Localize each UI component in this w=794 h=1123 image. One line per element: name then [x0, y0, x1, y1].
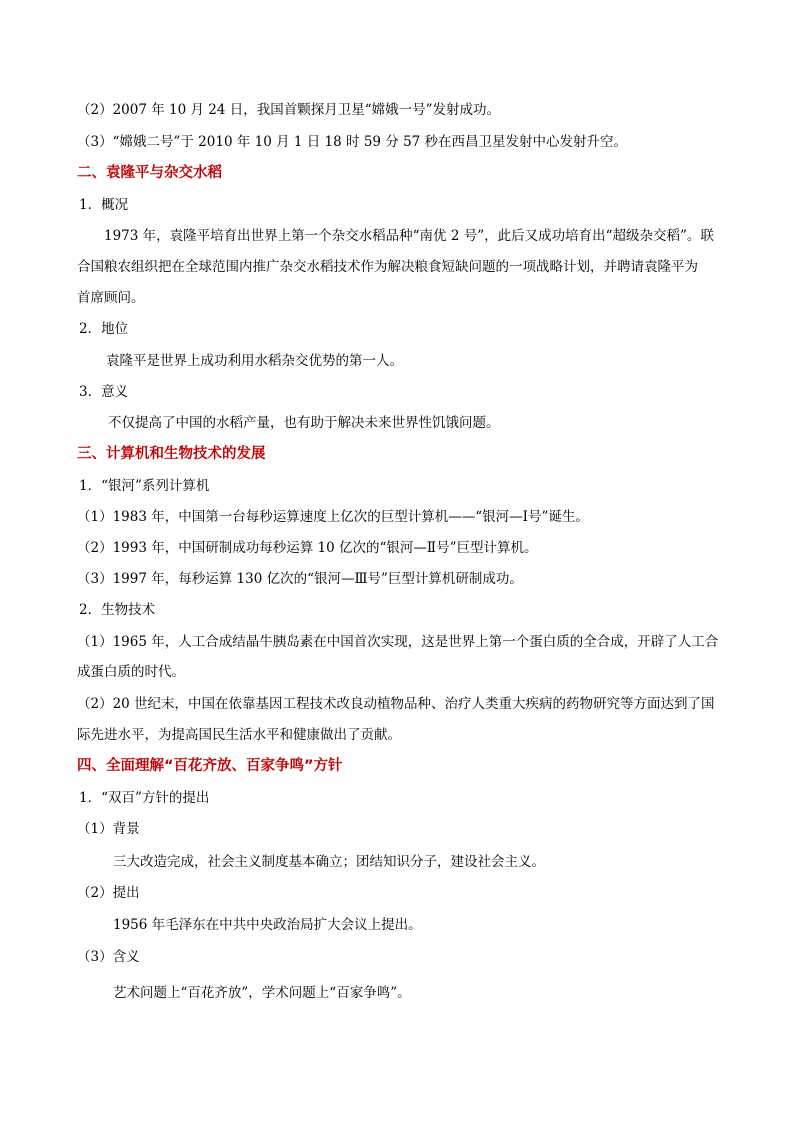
text-line: （2）2007 年 10 月 24 日，我国首颗探月卫星“嫦娥一号”发射成功。: [77, 102, 501, 118]
text-line: 际先进水平，为提高国民生活水平和健康做出了贡献。: [77, 727, 401, 743]
text-line: （2）1993 年，中国研制成功每秒运算 10 亿次的“银河—Ⅱ号”巨型计算机。: [77, 540, 538, 556]
section-heading: 三、计算机和生物技术的发展: [77, 446, 266, 462]
text-line: 不仅提高了中国的水稻产量，也有助于解决未来世界性饥饿问题。: [108, 415, 500, 431]
text-line: 首席顾问。: [77, 290, 145, 306]
text-line: 2．生物技术: [79, 602, 156, 618]
section-heading: 四、全面理解“百花齐放、百家争鸣”方针: [77, 758, 343, 774]
section-heading: 二、袁隆平与杂交水稻: [77, 165, 222, 181]
text-line: （3）含义: [77, 949, 140, 965]
text-line: 合国粮农组织把在全球范围内推广杂交水稻技术作为解决粮食短缺问题的一项战略计划，并聘请袁隆平为: [77, 259, 698, 275]
text-line: （1）背景: [77, 821, 140, 837]
text-line: 袁隆平是世界上成功利用水稻杂交优势的第一人。: [106, 353, 403, 369]
text-line: （2）提出: [77, 885, 140, 901]
text-line: 艺术问题上“百花齐放”，学术问题上“百家争鸣”。: [113, 985, 411, 1001]
text-line: （1）1965 年，人工合成结晶牛胰岛素在中国首次实现，这是世界上第一个蛋白质的全合成，开辟了人工合: [77, 634, 719, 650]
text-line: （3）“嫦娥二号”于 2010 年 10 月 1 日 18 时 59 分 57 秒在西昌卫星发射中心发射升空。: [77, 134, 628, 150]
text-line: 成蛋白质的时代。: [77, 664, 185, 680]
text-line: 3．意义: [79, 384, 129, 400]
text-line: （2）20 世纪末，中国在依靠基因工程技术改良动植物品种、治疗人类重大疾病的药物研究等方面达到了国: [77, 696, 715, 712]
text-line: 三大改造完成，社会主义制度基本确立；团结知识分子，建设社会主义。: [113, 854, 545, 870]
text-line: 1956 年毛泽东在中共中央政治局扩大会议上提出。: [113, 917, 422, 933]
text-line: 1．概况: [79, 197, 129, 213]
text-line: 1．“双百”方针的提出: [79, 790, 210, 806]
text-line: （1）1983 年，中国第一台每秒运算速度上亿次的巨型计算机——“银河—Ⅰ号”诞生。: [77, 509, 589, 525]
text-line: 1．“银河”系列计算机: [79, 478, 210, 494]
text-line: （3）1997 年，每秒运算 130 亿次的“银河—Ⅲ号”巨型计算机研制成功。: [77, 571, 523, 587]
text-line: 2．地位: [79, 321, 129, 337]
text-line: 1973 年，袁隆平培育出世界上第一个杂交水稻品种“南优 2 号”，此后又成功培育出“超级杂交稻”。联: [104, 228, 714, 244]
